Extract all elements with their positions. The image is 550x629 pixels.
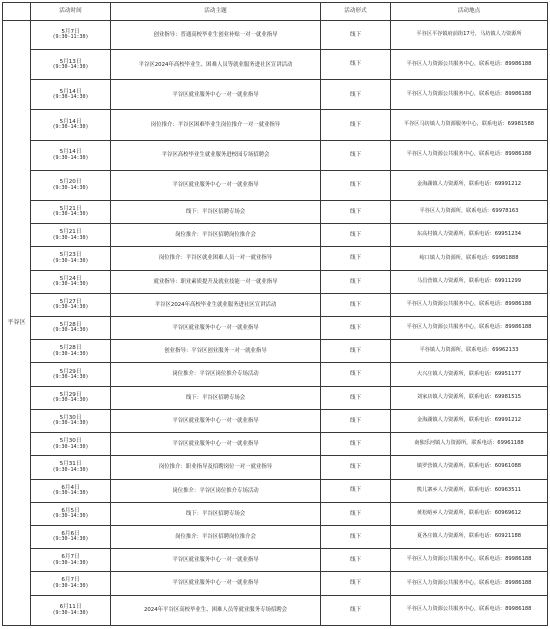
- activity-hours: (9:30-14:30): [52, 536, 89, 543]
- activity-date: 5月28日: [59, 345, 82, 352]
- theme-cell: 平谷区就业服务中心一对一就业指导: [111, 549, 321, 572]
- form-cell: 线下: [321, 270, 391, 293]
- place-cell: 镇罗营镇人力资源所，联系电话：60961088: [391, 456, 548, 479]
- activity-hours: (9:30-14:30): [52, 304, 89, 311]
- form-cell: 线下: [321, 456, 391, 479]
- time-cell: [31, 479, 111, 502]
- activity-date: 5月30日: [59, 438, 82, 445]
- table-body: [3, 21, 548, 626]
- theme-cell: 线下：平谷区招聘专场会: [111, 502, 321, 525]
- table-row: [3, 224, 548, 247]
- activity-date: 5月7日: [61, 28, 80, 35]
- time-cell: [31, 526, 111, 549]
- form-cell: 线下: [321, 21, 391, 50]
- district-cell: 平谷区: [3, 21, 31, 626]
- activity-hours: (9:30-14:30): [52, 327, 89, 334]
- activity-date: 5月14日: [59, 149, 82, 156]
- time-cell: [31, 433, 111, 456]
- time-cell: [31, 572, 111, 595]
- time-cell: [31, 200, 111, 223]
- activity-date: 5月30日: [59, 414, 82, 421]
- place-cell: 平谷区人力资源公共服务中心，联系电话：89986188: [391, 572, 548, 595]
- table-row: [3, 363, 548, 386]
- theme-cell: 2024年平谷区高校毕业生、困难人员等就业服务专场招聘会: [111, 595, 321, 625]
- activity-date: 5月29日: [59, 391, 82, 398]
- time-cell: [31, 595, 111, 625]
- activity-hours: (9:30-14:30): [52, 124, 89, 131]
- table-row: [3, 50, 548, 80]
- table-row: [3, 456, 548, 479]
- place-cell: 平谷区人力资源所，联系电话：69978163: [391, 200, 548, 223]
- form-cell: 线下: [321, 293, 391, 316]
- form-cell: 线下: [321, 549, 391, 572]
- form-cell: 线下: [321, 110, 391, 140]
- activity-hours: (9:30-14:30): [52, 63, 89, 70]
- header-district: [3, 3, 31, 21]
- activity-hours: (9:30-14:30): [52, 211, 89, 218]
- table-row: [3, 433, 548, 456]
- place-cell: 平谷区平谷镇府前街17号，马坊镇人力资源所: [391, 21, 548, 50]
- header-form: 活动形式: [321, 3, 391, 21]
- time-cell: [31, 50, 111, 80]
- activity-hours: (9:30-14:30): [52, 490, 89, 497]
- theme-cell: 岗位推介：平谷区招聘岗位推介会: [111, 224, 321, 247]
- table-row: [3, 293, 548, 316]
- table-row: [3, 572, 548, 595]
- form-cell: 线下: [321, 247, 391, 270]
- form-cell: 线下: [321, 433, 391, 456]
- place-cell: 金海湖镇人力资源所，联系电话：69991212: [391, 409, 548, 432]
- activity-hours: (9:30-14:30): [52, 154, 89, 161]
- header-theme: 活动主题: [111, 3, 321, 21]
- table-row: [3, 170, 548, 200]
- activity-date: 6月5日: [61, 507, 80, 514]
- theme-cell: 平谷区2024年高校毕业生、困难人员等就业服务进社区宣讲活动: [111, 50, 321, 80]
- place-cell: 峪口镇人力资源所，联系电话：69981888: [391, 247, 548, 270]
- place-cell: 金海湖镇人力资源所，联系电话：69991212: [391, 170, 548, 200]
- time-cell: [31, 110, 111, 140]
- place-cell: 平谷区人力资源公共服务中心，联系电话：89986188: [391, 549, 548, 572]
- activity-date: 6月6日: [61, 531, 80, 538]
- time-cell: [31, 363, 111, 386]
- theme-cell: 线下：平谷区招聘专场会: [111, 200, 321, 223]
- theme-cell: 平谷区就业服务中心一对一就业指导: [111, 170, 321, 200]
- time-cell: [31, 21, 111, 50]
- theme-cell: 岗位推介：平谷区招聘岗位推介会: [111, 526, 321, 549]
- activity-hours: (9:30-14:30): [52, 397, 89, 404]
- table-row: [3, 270, 548, 293]
- form-cell: 线下: [321, 140, 391, 170]
- activity-hours: (9:30-14:30): [52, 373, 89, 380]
- activity-hours: (9:30-14:30): [52, 234, 89, 241]
- time-cell: [31, 340, 111, 363]
- place-cell: 大兴庄镇人力资源所，联系电话：69951177: [391, 363, 548, 386]
- time-cell: [31, 170, 111, 200]
- theme-cell: 平谷区就业服务中心一对一就业指导: [111, 433, 321, 456]
- activity-date: 5月21日: [59, 205, 82, 212]
- theme-cell: 平谷区就业服务中心一对一就业指导: [111, 80, 321, 110]
- place-cell: 平谷区人力资源公共服务中心，联系电话：89986188: [391, 140, 548, 170]
- activity-hours: (9:30-14:30): [52, 257, 89, 264]
- activity-date: 6月7日: [61, 554, 80, 561]
- table-row: [3, 140, 548, 170]
- activity-hours: (9:30-14:30): [52, 350, 89, 357]
- table-row: [3, 21, 548, 50]
- table-row: [3, 317, 548, 340]
- activity-date: 5月29日: [59, 368, 82, 375]
- form-cell: 线下: [321, 409, 391, 432]
- activity-hours: (9:30-14:30): [52, 609, 89, 616]
- table-row: [3, 502, 548, 525]
- activity-date: 5月24日: [59, 275, 82, 282]
- activity-date: 6月7日: [61, 577, 80, 584]
- place-cell: 夏各庄镇人力资源所，联系电话：60921188: [391, 526, 548, 549]
- time-cell: [31, 317, 111, 340]
- place-cell: 平谷区人力资源公共服务中心，联系电话：89986188: [391, 595, 548, 625]
- table-row: [3, 479, 548, 502]
- place-cell: 平谷区人力资源公共服务中心，联系电话：89986188: [391, 293, 548, 316]
- theme-cell: 岗位推介：平谷区岗位推介专场活动: [111, 363, 321, 386]
- time-cell: [31, 502, 111, 525]
- form-cell: 线下: [321, 386, 391, 409]
- header-place: 活动地点: [391, 3, 548, 21]
- theme-cell: 创业指导：普通高校毕业生创业补贴一对一就业指导: [111, 21, 321, 50]
- activity-hours: (9:30-14:30): [52, 94, 89, 101]
- form-cell: 线下: [321, 526, 391, 549]
- place-cell: 平谷区人力资源公共服务中心，联系电话：89986188: [391, 50, 548, 80]
- table-row: [3, 386, 548, 409]
- activity-date: 5月21日: [59, 229, 82, 236]
- theme-cell: 平谷区高校毕业生就业服务进校园专场招聘会: [111, 140, 321, 170]
- place-cell: 平谷区人力资源公共服务中心，联系电话：89986188: [391, 317, 548, 340]
- time-cell: [31, 247, 111, 270]
- form-cell: 线下: [321, 572, 391, 595]
- activity-hours: (9:30-14:30): [52, 513, 89, 520]
- activity-date: 5月14日: [59, 88, 82, 95]
- table-header-row: [3, 3, 548, 21]
- table-row: [3, 80, 548, 110]
- place-cell: 平谷区人力资源公共服务中心，联系电话：89986188: [391, 80, 548, 110]
- place-cell: 刘家店镇人力资源所，联系电话：69981515: [391, 386, 548, 409]
- form-cell: 线下: [321, 224, 391, 247]
- form-cell: 线下: [321, 595, 391, 625]
- form-cell: 线下: [321, 502, 391, 525]
- table-row: [3, 110, 548, 140]
- activity-hours: (9:30-11:30): [52, 34, 89, 41]
- form-cell: 线下: [321, 363, 391, 386]
- table-row: [3, 526, 548, 549]
- time-cell: [31, 409, 111, 432]
- theme-cell: 线下：平谷区招聘专场会: [111, 386, 321, 409]
- theme-cell: 平谷区2024年高校毕业生就业服务进社区宣讲活动: [111, 293, 321, 316]
- theme-cell: 就业指导：职业素质提升及就业技能一对一就业指导: [111, 270, 321, 293]
- theme-cell: 平谷区就业服务中心一对一就业指导: [111, 317, 321, 340]
- activity-hours: (9:30-14:30): [52, 420, 89, 427]
- table-row: [3, 595, 548, 625]
- activity-hours: (9:30-14:30): [52, 582, 89, 589]
- theme-cell: 平谷区就业服务中心一对一就业指导: [111, 572, 321, 595]
- theme-cell: 创业指导：平谷区创业服务一对一就业指导: [111, 340, 321, 363]
- place-cell: 黄松峪乡人力资源所，联系电话：60969612: [391, 502, 548, 525]
- activity-schedule-table: [2, 2, 548, 626]
- activity-date: 5月28日: [59, 322, 82, 329]
- activity-hours: (9:30-14:30): [52, 184, 89, 191]
- theme-cell: 岗位推介：平谷区岗位推介专场活动: [111, 479, 321, 502]
- form-cell: 线下: [321, 317, 391, 340]
- header-time: 活动时间: [31, 3, 111, 21]
- theme-cell: 岗位推介：职业指导及招聘岗位一对一就业指导: [111, 456, 321, 479]
- form-cell: 线下: [321, 50, 391, 80]
- time-cell: [31, 224, 111, 247]
- table-row: [3, 340, 548, 363]
- activity-date: 5月31日: [59, 461, 82, 468]
- form-cell: 线下: [321, 479, 391, 502]
- table-row: [3, 200, 548, 223]
- time-cell: [31, 456, 111, 479]
- form-cell: 线下: [321, 170, 391, 200]
- activity-hours: (9:30-14:30): [52, 466, 89, 473]
- activity-date: 5月23日: [59, 252, 82, 259]
- activity-date: 6月11日: [59, 604, 82, 611]
- table-row: [3, 549, 548, 572]
- activity-date: 5月27日: [59, 298, 82, 305]
- time-cell: [31, 140, 111, 170]
- form-cell: 线下: [321, 80, 391, 110]
- time-cell: [31, 293, 111, 316]
- activity-date: 6月4日: [61, 484, 80, 491]
- place-cell: 马昌营镇人力资源所，联系电话：69911299: [391, 270, 548, 293]
- time-cell: [31, 80, 111, 110]
- activity-date: 5月13日: [59, 58, 82, 65]
- theme-cell: 岗位推介：平谷区就业困难人员一对一就业指导: [111, 247, 321, 270]
- form-cell: 线下: [321, 200, 391, 223]
- form-cell: 线下: [321, 340, 391, 363]
- place-cell: 东高村镇人力资源所，联系电话：69951234: [391, 224, 548, 247]
- activity-hours: (9:30-14:30): [52, 281, 89, 288]
- activity-hours: (9:30-14:30): [52, 559, 89, 566]
- place-cell: 熊儿寨乡人力资源所，联系电话：60963511: [391, 479, 548, 502]
- time-cell: [31, 549, 111, 572]
- place-cell: 平谷区马坊镇人力资源服务中心，联系电话：69981588: [391, 110, 548, 140]
- activity-hours: (9:30-14:30): [52, 443, 89, 450]
- time-cell: [31, 386, 111, 409]
- activity-date: 5月14日: [59, 118, 82, 125]
- table-row: [3, 409, 548, 432]
- place-cell: 平谷镇人力资源所，联系电话：69962133: [391, 340, 548, 363]
- time-cell: [31, 270, 111, 293]
- activity-date: 5月20日: [59, 179, 82, 186]
- theme-cell: 岗位推介：平谷区困难毕业生岗位推介一对一就业指导: [111, 110, 321, 140]
- table-row: [3, 247, 548, 270]
- theme-cell: 平谷区就业服务中心一对一就业指导: [111, 409, 321, 432]
- place-cell: 南独乐河镇人力资源所，联系电话：69961188: [391, 433, 548, 456]
